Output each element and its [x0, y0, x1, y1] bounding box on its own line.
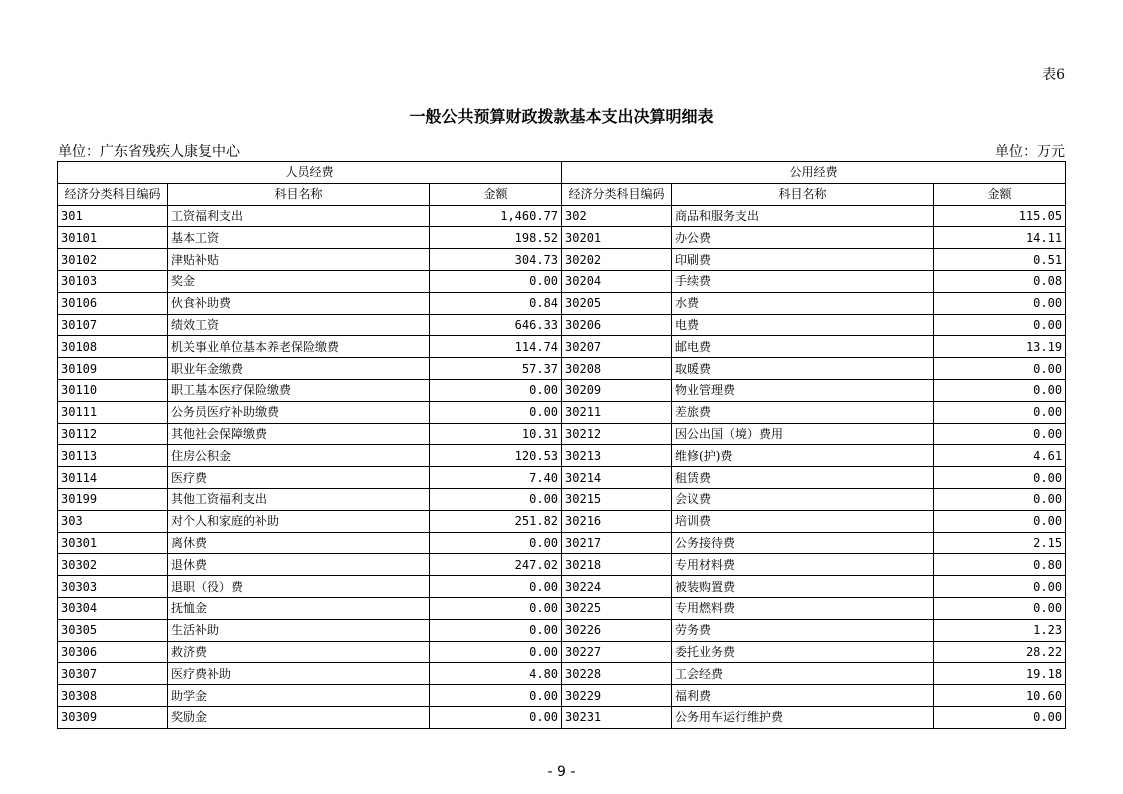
left-code-cell: 30111 — [58, 401, 168, 423]
left-name-cell: 基本工资 — [168, 227, 430, 249]
left-name-cell: 离休费 — [168, 532, 430, 554]
left-amount-cell: 0.00 — [430, 685, 562, 707]
right-name-cell: 手续费 — [672, 270, 934, 292]
right-name-cell: 委托业务费 — [672, 641, 934, 663]
left-code-cell: 30108 — [58, 336, 168, 358]
left-name-cell: 对个人和家庭的补助 — [168, 510, 430, 532]
table-row — [58, 510, 1066, 532]
right-name-cell: 会议费 — [672, 488, 934, 510]
column-header-row — [58, 183, 1066, 205]
left-name-cell: 奖金 — [168, 270, 430, 292]
left-name-cell: 绩效工资 — [168, 314, 430, 336]
left-amount-cell: 1,460.77 — [430, 205, 562, 227]
right-amount-cell: 19.18 — [934, 663, 1066, 685]
left-name-cell: 退职（役）费 — [168, 576, 430, 598]
left-amount-cell: 198.52 — [430, 227, 562, 249]
right-name-cell: 专用材料费 — [672, 554, 934, 576]
left-name-cell: 医疗费补助 — [168, 663, 430, 685]
right-code-cell: 30215 — [562, 488, 672, 510]
right-name-cell: 专用燃料费 — [672, 597, 934, 619]
table-row — [58, 554, 1066, 576]
right-name-cell: 办公费 — [672, 227, 934, 249]
table-row — [58, 205, 1066, 227]
table-row — [58, 401, 1066, 423]
table-row — [58, 532, 1066, 554]
right-name-cell: 租赁费 — [672, 467, 934, 489]
left-code-cell: 30304 — [58, 597, 168, 619]
left-amount-cell: 57.37 — [430, 358, 562, 380]
table-row — [58, 488, 1066, 510]
left-name-cell: 抚恤金 — [168, 597, 430, 619]
left-amount-cell: 0.00 — [430, 706, 562, 728]
left-amount-cell: 0.00 — [430, 619, 562, 641]
left-code-cell: 30106 — [58, 292, 168, 314]
left-code-cell: 30112 — [58, 423, 168, 445]
table-row — [58, 379, 1066, 401]
table-row — [58, 706, 1066, 728]
left-amount-cell: 251.82 — [430, 510, 562, 532]
left-code-cell: 30110 — [58, 379, 168, 401]
left-code-cell: 30301 — [58, 532, 168, 554]
right-amount-cell: 0.00 — [934, 510, 1066, 532]
right-amount-cell: 0.00 — [934, 358, 1066, 380]
table-row — [58, 249, 1066, 271]
right-code-cell: 302 — [562, 205, 672, 227]
right-code-cell: 30209 — [562, 379, 672, 401]
left-code-cell: 30113 — [58, 445, 168, 467]
left-amount-cell: 304.73 — [430, 249, 562, 271]
left-amount-cell: 0.00 — [430, 576, 562, 598]
right-code-cell: 30227 — [562, 641, 672, 663]
left-name-cell: 其他社会保障缴费 — [168, 423, 430, 445]
right-code-cell: 30228 — [562, 663, 672, 685]
right-code-cell: 30206 — [562, 314, 672, 336]
right-code-cell: 30218 — [562, 554, 672, 576]
right-name-cell: 因公出国（境）费用 — [672, 423, 934, 445]
left-code-cell: 303 — [58, 510, 168, 532]
left-amount-cell: 0.00 — [430, 488, 562, 510]
right-amount-cell: 2.15 — [934, 532, 1066, 554]
left-code-cell: 30114 — [58, 467, 168, 489]
left-amount-cell: 10.31 — [430, 423, 562, 445]
left-name-cell: 工资福利支出 — [168, 205, 430, 227]
left-code-cell: 30103 — [58, 270, 168, 292]
right-code-cell: 30211 — [562, 401, 672, 423]
left-name-cell: 助学金 — [168, 685, 430, 707]
left-amount-cell: 0.00 — [430, 641, 562, 663]
right-name-cell: 物业管理费 — [672, 379, 934, 401]
right-name-cell: 印刷费 — [672, 249, 934, 271]
table-row — [58, 597, 1066, 619]
right-amount-cell: 0.00 — [934, 423, 1066, 445]
left-code-cell: 30306 — [58, 641, 168, 663]
right-code-cell: 30212 — [562, 423, 672, 445]
page-number: - 9 - — [547, 764, 576, 780]
right-amount-cell: 0.00 — [934, 488, 1066, 510]
right-name-cell: 邮电费 — [672, 336, 934, 358]
left-amount-cell: 0.00 — [430, 270, 562, 292]
left-name-cell: 职工基本医疗保险缴费 — [168, 379, 430, 401]
table-row — [58, 685, 1066, 707]
right-amount-cell: 0.00 — [934, 292, 1066, 314]
right-code-cell: 30205 — [562, 292, 672, 314]
left-amount-cell: 0.00 — [430, 532, 562, 554]
col-header-code: 经济分类科目编码 — [562, 183, 672, 205]
left-name-cell: 救济费 — [168, 641, 430, 663]
left-code-cell: 30307 — [58, 663, 168, 685]
right-amount-cell: 0.00 — [934, 597, 1066, 619]
left-name-cell: 伙食补助费 — [168, 292, 430, 314]
left-name-cell: 奖励金 — [168, 706, 430, 728]
right-code-cell: 30216 — [562, 510, 672, 532]
right-amount-cell: 0.00 — [934, 379, 1066, 401]
right-code-cell: 30226 — [562, 619, 672, 641]
right-code-cell: 30225 — [562, 597, 672, 619]
right-amount-cell: 0.80 — [934, 554, 1066, 576]
right-code-cell: 30207 — [562, 336, 672, 358]
table-row — [58, 641, 1066, 663]
left-amount-cell: 247.02 — [430, 554, 562, 576]
group-header-row — [58, 162, 1066, 184]
left-name-cell: 其他工资福利支出 — [168, 488, 430, 510]
col-header-code: 经济分类科目编码 — [58, 183, 168, 205]
right-amount-cell: 115.05 — [934, 205, 1066, 227]
right-code-cell: 30202 — [562, 249, 672, 271]
left-code-cell: 30101 — [58, 227, 168, 249]
right-amount-cell: 0.00 — [934, 576, 1066, 598]
left-amount-cell: 114.74 — [430, 336, 562, 358]
right-name-cell: 维修(护)费 — [672, 445, 934, 467]
right-name-cell: 工会经费 — [672, 663, 934, 685]
right-amount-cell: 13.19 — [934, 336, 1066, 358]
table-row — [58, 467, 1066, 489]
right-name-cell: 被装购置费 — [672, 576, 934, 598]
unit-organization: 单位：广东省残疾人康复中心 — [58, 144, 240, 160]
group-header-personnel: 人员经费 — [58, 162, 562, 184]
right-code-cell: 30204 — [562, 270, 672, 292]
right-name-cell: 水费 — [672, 292, 934, 314]
left-name-cell: 公务员医疗补助缴费 — [168, 401, 430, 423]
left-code-cell: 30107 — [58, 314, 168, 336]
left-amount-cell: 0.84 — [430, 292, 562, 314]
right-amount-cell: 10.60 — [934, 685, 1066, 707]
table-row — [58, 314, 1066, 336]
left-name-cell: 津贴补贴 — [168, 249, 430, 271]
right-code-cell: 30208 — [562, 358, 672, 380]
right-amount-cell: 28.22 — [934, 641, 1066, 663]
left-code-cell: 30309 — [58, 706, 168, 728]
col-header-amount: 金额 — [934, 183, 1066, 205]
expenditure-detail-table — [57, 161, 1066, 729]
table-row — [58, 445, 1066, 467]
left-code-cell: 30303 — [58, 576, 168, 598]
left-name-cell: 生活补助 — [168, 619, 430, 641]
left-amount-cell: 0.00 — [430, 379, 562, 401]
col-header-name: 科目名称 — [168, 183, 430, 205]
right-amount-cell: 0.00 — [934, 706, 1066, 728]
right-code-cell: 30201 — [562, 227, 672, 249]
table-row — [58, 663, 1066, 685]
right-name-cell: 培训费 — [672, 510, 934, 532]
col-header-name: 科目名称 — [672, 183, 934, 205]
left-amount-cell: 4.80 — [430, 663, 562, 685]
right-amount-cell: 0.00 — [934, 467, 1066, 489]
left-code-cell: 30305 — [58, 619, 168, 641]
table-number: 表6 — [1042, 67, 1065, 83]
left-name-cell: 医疗费 — [168, 467, 430, 489]
col-header-amount: 金额 — [430, 183, 562, 205]
left-name-cell: 退休费 — [168, 554, 430, 576]
left-code-cell: 301 — [58, 205, 168, 227]
table-row — [58, 270, 1066, 292]
right-code-cell: 30224 — [562, 576, 672, 598]
table-row — [58, 292, 1066, 314]
right-code-cell: 30231 — [562, 706, 672, 728]
right-amount-cell: 0.00 — [934, 401, 1066, 423]
right-amount-cell: 0.51 — [934, 249, 1066, 271]
right-code-cell: 30214 — [562, 467, 672, 489]
right-name-cell: 差旅费 — [672, 401, 934, 423]
right-name-cell: 公务用车运行维护费 — [672, 706, 934, 728]
right-amount-cell: 1.23 — [934, 619, 1066, 641]
right-amount-cell: 14.11 — [934, 227, 1066, 249]
left-amount-cell: 7.40 — [430, 467, 562, 489]
right-name-cell: 劳务费 — [672, 619, 934, 641]
table-row — [58, 336, 1066, 358]
group-header-public: 公用经费 — [562, 162, 1066, 184]
left-code-cell: 30109 — [58, 358, 168, 380]
right-code-cell: 30217 — [562, 532, 672, 554]
left-code-cell: 30302 — [58, 554, 168, 576]
left-name-cell: 机关事业单位基本养老保险缴费 — [168, 336, 430, 358]
left-code-cell: 30102 — [58, 249, 168, 271]
table-row — [58, 227, 1066, 249]
right-amount-cell: 0.00 — [934, 314, 1066, 336]
right-name-cell: 电费 — [672, 314, 934, 336]
left-name-cell: 职业年金缴费 — [168, 358, 430, 380]
table-row — [58, 358, 1066, 380]
table-row — [58, 619, 1066, 641]
right-amount-cell: 0.08 — [934, 270, 1066, 292]
left-code-cell: 30308 — [58, 685, 168, 707]
document-title: 一般公共预算财政拨款基本支出决算明细表 — [409, 107, 714, 126]
right-name-cell: 福利费 — [672, 685, 934, 707]
left-amount-cell: 0.00 — [430, 401, 562, 423]
table-row — [58, 576, 1066, 598]
right-name-cell: 公务接待费 — [672, 532, 934, 554]
right-name-cell: 商品和服务支出 — [672, 205, 934, 227]
left-amount-cell: 646.33 — [430, 314, 562, 336]
unit-currency: 单位：万元 — [995, 144, 1065, 160]
right-amount-cell: 4.61 — [934, 445, 1066, 467]
left-name-cell: 住房公积金 — [168, 445, 430, 467]
right-name-cell: 取暖费 — [672, 358, 934, 380]
left-code-cell: 30199 — [58, 488, 168, 510]
right-code-cell: 30229 — [562, 685, 672, 707]
table-row — [58, 423, 1066, 445]
left-amount-cell: 120.53 — [430, 445, 562, 467]
right-code-cell: 30213 — [562, 445, 672, 467]
left-amount-cell: 0.00 — [430, 597, 562, 619]
